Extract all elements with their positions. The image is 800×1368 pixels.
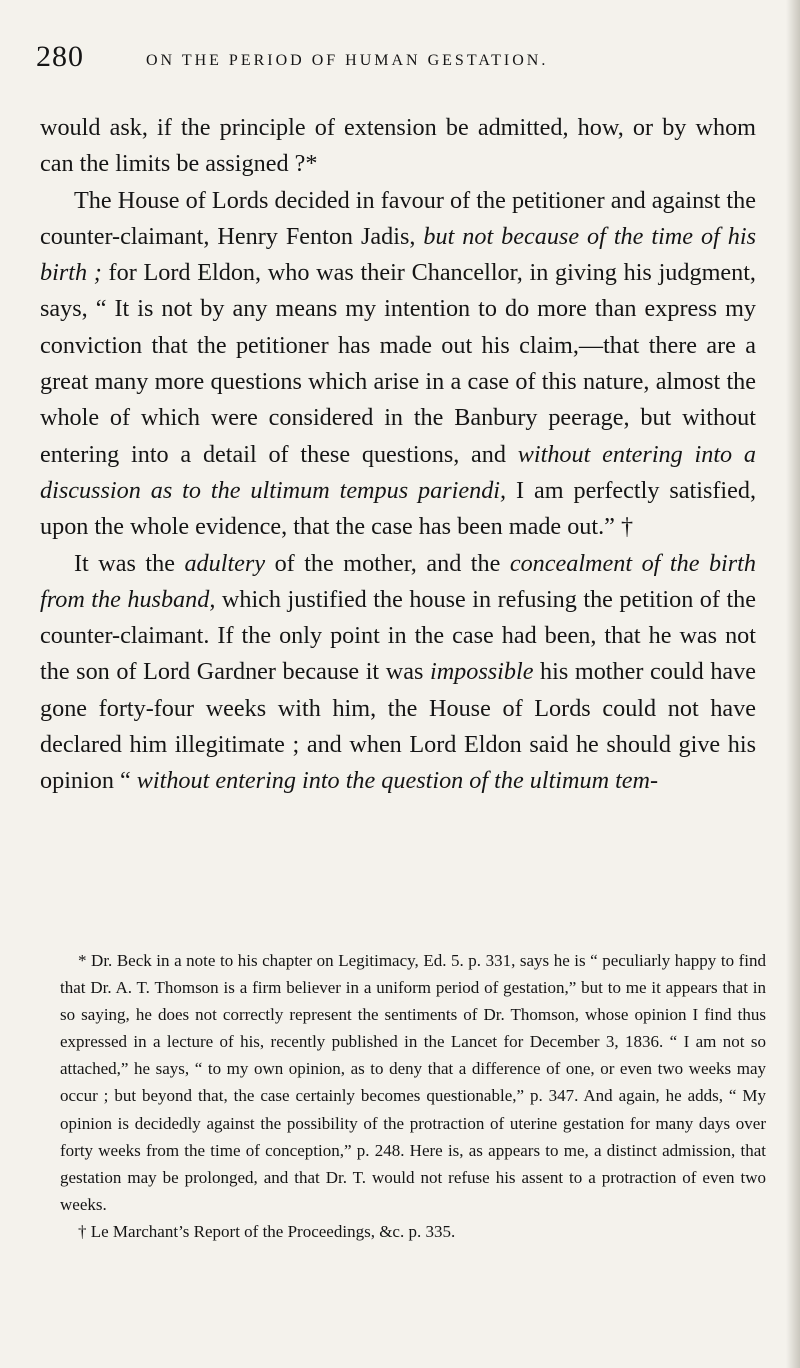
text-run: his mother could have gone forty-four weeks with him, the House of Lords could not have declared him illegitimate ; and when Lord Eldon said he should give his opinion “ [40, 658, 756, 795]
paragraph-1: would ask, if the principle of extension be admitted, how, or by whom can the limits be assigned ?* [40, 114, 756, 178]
italic-run: without entering into the question of the ultimum tem- [136, 767, 659, 795]
italic-run: impossible [429, 658, 534, 686]
page-header [36, 40, 760, 80]
text-run: for Lord Eldon, who was their Chancellor, in giving his judgment, says, “ It is not by any means my intention to do more than express my conviction that the petitioner has made out his claim,—that there are a great many more questions which arise in a case of this nature, almost the whole of which were considered in the Banbury peerage, but without entering into a detail of these questions, and [40, 259, 756, 468]
text-run: I am perfectly satisfied, upon the whole evidence, that the case has been made out.” † [40, 476, 757, 541]
text-run: of the mother, and the [265, 549, 510, 577]
text-run: which justified the house in refusing the petition of the counter-claimant. If the only point in the case had been, that he was not the son of Lord Gardner because it was [40, 585, 757, 686]
footnote-asterisk: * Dr. Beck in a note to his chapter on Legitimacy, Ed. 5. p. 331, says he is “ peculiarly happy to find that Dr. A. T. Thomson is a firm believer in a uniform period of gestation,” but to me it appears that in so saying, he does not correctly represent the sentiments of Dr. Thomson, whose opinion I find thus expressed in a lecture of his, recently published in the Lancet for December 3, 1836. “ I am not so attached,” he says, “ to my own opinion, as to deny that a difference of one, or even two weeks may occur ; but beyond that, the case certainly becomes questionable,” p. 347. And again, he adds, “ My opinion is decidedly against the possibility of the protraction of uterine gestation for many days over forty weeks from the time of conception,” p. 248. Here is, as appears to me, a distinct admission, that gestation may be prolonged, and that Dr. T. would not refuse his assent to a protraction of even two weeks. [60, 951, 766, 1214]
page-edge-shadow [786, 0, 800, 1368]
page-number: 280 [36, 40, 84, 73]
italic-run: concealment of the birth from the husband, [40, 549, 756, 613]
text-run: The House of Lords decided in favour of the petitioner and against the counter-claimant, Henry Fenton Jadis, [40, 186, 756, 250]
paragraph-3 [40, 546, 756, 800]
paragraph-2 [40, 183, 756, 546]
text-run: It was the [74, 549, 185, 577]
footnote-dagger: † Le Marchant’s Report of the Proceedings, &c. p. 335. [78, 1221, 456, 1241]
body-text [40, 110, 756, 800]
italic-run: but not because of the time of his birth ; [40, 222, 756, 287]
footnotes [60, 947, 766, 1245]
running-title: ON THE PERIOD OF HUMAN GESTATION. [146, 52, 549, 69]
italic-run: adultery [184, 549, 266, 577]
italic-run: without entering into a discussion as to the ultimum tempus pariendi, [40, 440, 757, 504]
